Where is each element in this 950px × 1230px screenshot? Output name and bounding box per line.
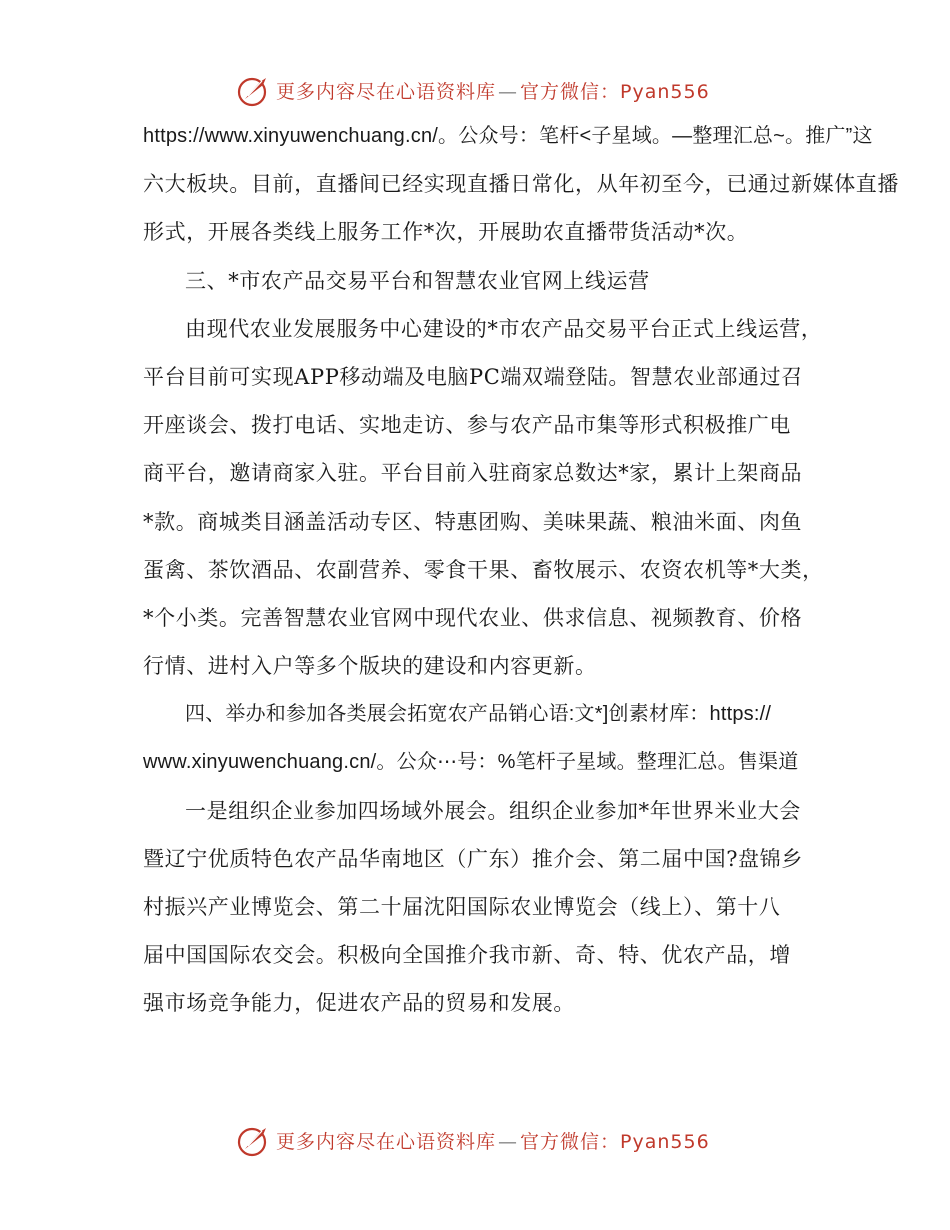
text-line: www.xinyuwenchuang.cn/。公众⋯号：%笔杆子星域。整理汇总。售渠道 bbox=[143, 751, 799, 774]
text-line: 蛋禽、茶饮酒品、农副营养、零食干果、畜牧展示、农资农机等*大类， bbox=[143, 557, 824, 582]
banner-site: 更多内容尽在心语资料库 bbox=[276, 80, 497, 103]
section-heading-3: 三、*市农产品交易平台和智慧农业官网上线运营 bbox=[185, 268, 650, 293]
text-line: 暨辽宁优质特色农产品华南地区（广东）推介会、第二届中国?盘锦乡 bbox=[143, 846, 803, 871]
text-line: *个小类。完善智慧农业官网中现代农业、供求信息、视频教育、价格 bbox=[143, 605, 803, 630]
banner-text bbox=[276, 77, 710, 104]
text-line: 村振兴产业博览会、第二十届沈阳国际农业博览会（线上）、第十八 bbox=[143, 895, 781, 919]
text-line: 强市场竞争能力，促进农产品的贸易和发展。 bbox=[143, 991, 575, 1016]
header-banner bbox=[236, 70, 756, 110]
banner-site: 更多内容尽在心语资料库 bbox=[276, 1130, 497, 1153]
banner-wechat-label: 官方微信： bbox=[520, 1130, 621, 1153]
text-line: 平台目前可实现APP移动端及电脑PC端双端登陆。智慧农业部通过召 bbox=[143, 364, 803, 389]
paragraph-1 bbox=[143, 112, 899, 257]
paragraph-3 bbox=[143, 787, 823, 1028]
footer-banner bbox=[236, 1120, 756, 1160]
section-heading-4 bbox=[143, 690, 823, 786]
text-line: 行情、进村入户等多个版块的建设和内容更新。 bbox=[143, 654, 597, 679]
paragraph-2 bbox=[143, 305, 823, 691]
banner-wechat-id: Pyan556 bbox=[620, 1130, 710, 1153]
banner-separator: — bbox=[498, 1130, 519, 1153]
text-line: 商平台，邀请商家入驻。平台目前入驻商家总数达*家，累计上架商品 bbox=[143, 461, 803, 486]
text-line: 六大板块。目前，直播间已经实现直播日常化，从年初至今，已通过新媒体直播 bbox=[143, 172, 899, 197]
quill-logo-icon bbox=[236, 1122, 272, 1158]
text-line: 由现代农业发展服务中心建设的*市农产品交易平台正式上线运营， bbox=[185, 316, 823, 341]
banner-separator: — bbox=[498, 80, 519, 103]
document-body bbox=[143, 112, 899, 1028]
text-line: *款。商城类目涵盖活动专区、特惠团购、美味果蔬、粮油米面、肉鱼 bbox=[143, 509, 803, 534]
quill-logo-icon bbox=[236, 72, 272, 108]
text-line: https://www.xinyuwenchuang.cn/。公众号：笔杆<子星域。—整理汇总~。推广”这 bbox=[143, 125, 873, 147]
text-line: 形式，开展各类线上服务工作*次，开展助农直播带货活动*次。 bbox=[143, 220, 749, 245]
banner-text bbox=[276, 1127, 710, 1154]
banner-wechat-label: 官方微信： bbox=[520, 80, 621, 103]
text-line: 四、举办和参加各类展会拓宽农产品销心语:文*]创素材库：https:// bbox=[185, 703, 772, 726]
banner-wechat-id: Pyan556 bbox=[620, 80, 710, 103]
text-line: 一是组织企业参加四场域外展会。组织企业参加*年世界米业大会 bbox=[185, 798, 801, 823]
text-line: 开座谈会、拨打电话、实地走访、参与农产品市集等形式积极推广电 bbox=[143, 413, 791, 438]
text-line: 届中国国际农交会。积极向全国推介我市新、奇、特、优农产品，增 bbox=[143, 943, 791, 968]
